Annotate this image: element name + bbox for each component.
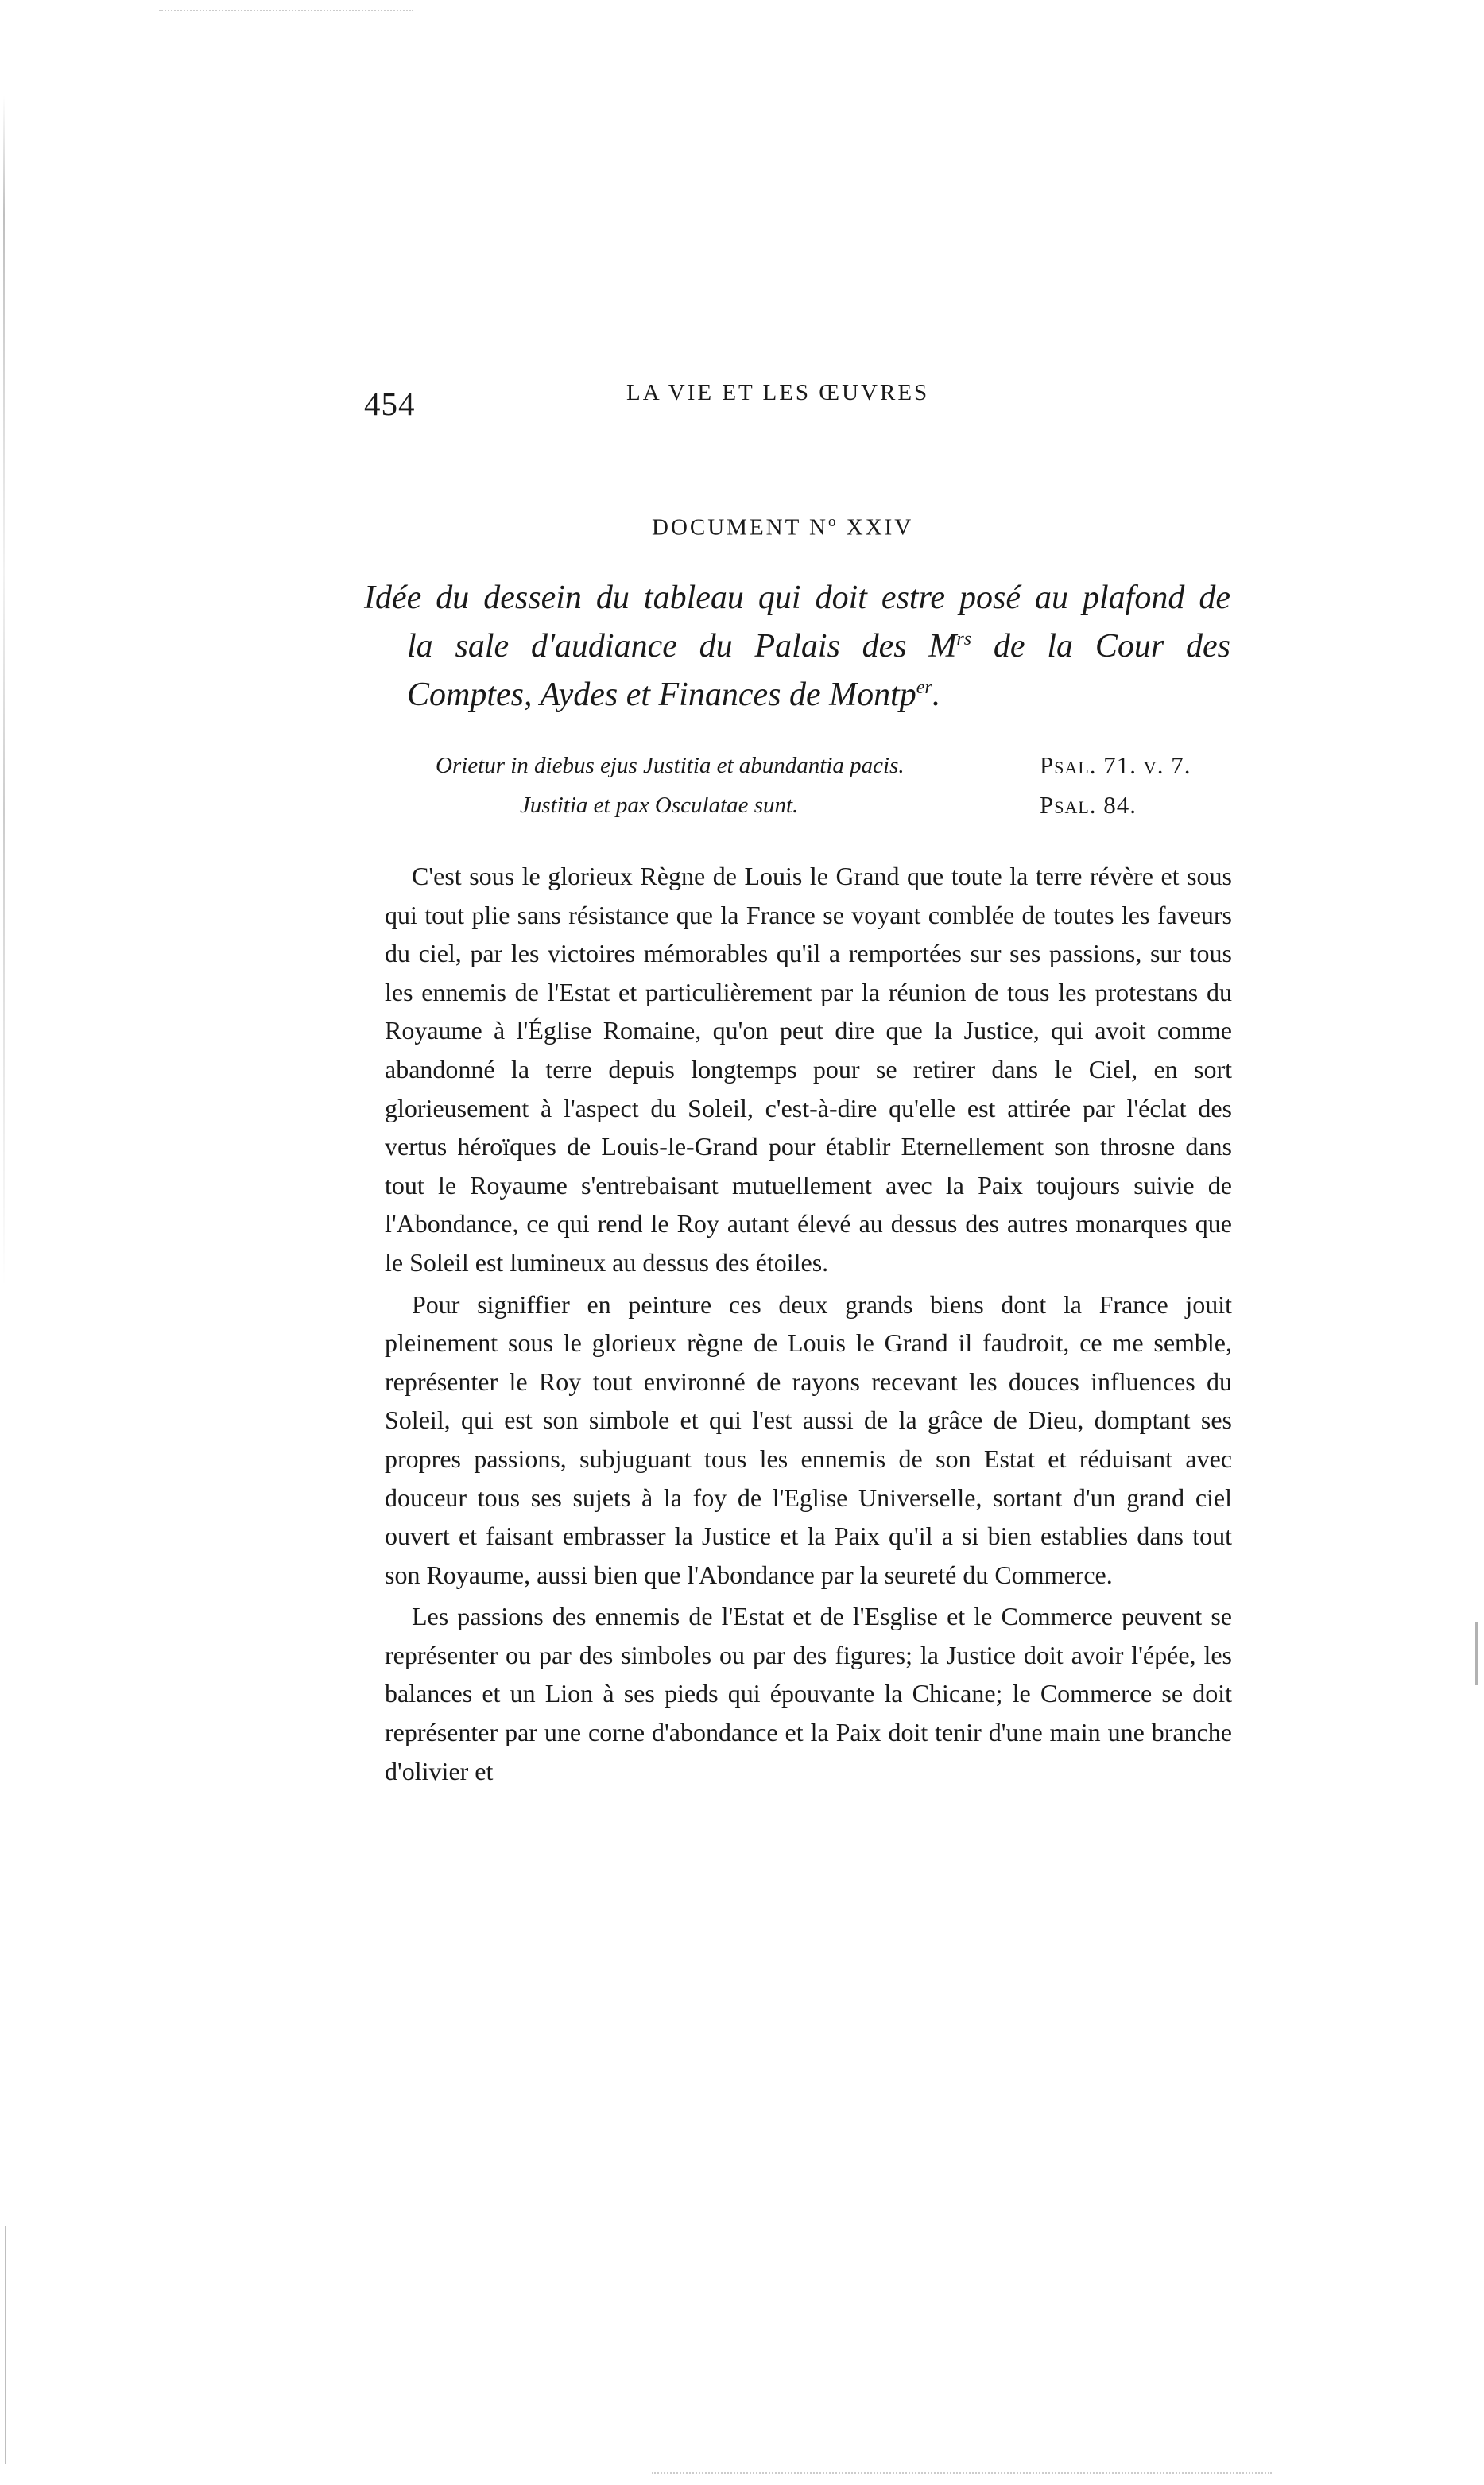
scan-noise bbox=[652, 2472, 1272, 2475]
document-heading-prefix: DOCUMENT N bbox=[652, 514, 828, 541]
paragraph: C'est sous le glorieux Règne de Louis le Grand que toute la terre révère et sous qui tout plie sans résistance que la France se voyant comblée de toutes les faveurs du ciel, par les victoires mémorables qu'il a remportées sur ses passions, sur tous les ennemis de l'Estat et particulièrement par la réunion de tous les protestans du Royaume à l'Église Romaine, qu'on peut dire que la Justice, qui avoit comme abandonné la terre depuis longtemps pour se retirer dans le Ciel, en sort glorieusement à l'aspect du Soleil, c'est-à-dire qu'elle est attirée par l'éclat des vertus héroïques de Louis-le-Grand pour établir Eternellement son throsne dans tout le Royaume s'entrebaisant mutuellement avec la Paix toujours suivie de l'Abondance, ce qui rend le Roy autant élevé au dessus des autres monarques que le Soleil est lumineux au dessus des étoiles. bbox=[385, 862, 1232, 1277]
epigraph-row bbox=[364, 785, 1230, 825]
epigraph-reference: Psal. 71. v. 7. bbox=[1040, 751, 1191, 779]
title-line-2-text-b: de la Cour des bbox=[971, 628, 1230, 665]
page-number: 454 bbox=[364, 386, 416, 422]
document-heading bbox=[652, 514, 913, 541]
scan-edge-artifact bbox=[1475, 1622, 1478, 1685]
epigraph-quote: Orietur in diebus ejus Justitia et abundantia pacis. bbox=[436, 753, 905, 778]
scan-edge-artifact bbox=[5, 2226, 6, 2464]
epigraph-quote: Justitia et pax Osculatae sunt. bbox=[520, 793, 799, 818]
document-heading-numeral: XXIV bbox=[838, 514, 914, 541]
running-title: LA VIE ET LES ŒUVRES bbox=[626, 380, 930, 405]
epigraph-row bbox=[364, 746, 1230, 785]
title-line-2-text-a: la sale d'audiance du Palais des M bbox=[407, 628, 957, 665]
title-line-3-text-a: Comptes, Aydes et Finances de Montp bbox=[407, 676, 916, 713]
running-head bbox=[364, 380, 1230, 428]
body-text bbox=[385, 857, 1232, 1793]
document-heading-sup: o bbox=[828, 514, 839, 530]
epigraph-reference: Psal. 84. bbox=[1040, 791, 1137, 819]
scan-noise bbox=[159, 10, 413, 13]
paragraph: Pour signiffier en peinture ces deux grands biens dont la France jouit pleinement sous le glorieux règne de Louis le Grand il faudroit, ce me semble, représenter le Roy tout environné de rayons recevant les douces influences du Soleil, qui est son simbole et qui l'est aussi de la grâce de Dieu, domptant ses propres passions, subjuguant tous les ennemis de son Estat et réduisant avec douceur tous ses sujets à la foy de l'Eglise Universelle, sortant d'un grand ciel ouvert et faisant embrasser la Justice et la Paix qu'il a si bien establies dans tout son Royaume, aussi bien que l'Abondance par la seureté du Commerce. bbox=[385, 1289, 1232, 1589]
title-line-2 bbox=[364, 622, 1230, 671]
title-line-3-text-b: . bbox=[932, 676, 941, 713]
title-line-3 bbox=[364, 671, 1230, 719]
scan-edge-artifact bbox=[3, 95, 5, 1288]
epigraph-block bbox=[364, 746, 1230, 825]
title-line-3-sup: er bbox=[916, 677, 932, 698]
title-line-1: Idée du dessein du tableau qui doit estre posé au plafond de bbox=[364, 580, 1230, 616]
paragraph: Les passions des ennemis de l'Estat et de l'Esglise et le Commerce peuvent se représenter ou par des simboles ou par des figures; la Justice doit avoir l'épée, les balances et un Lion à ses pieds qui épouvante la Chicane; le Commerce se doit représenter par une corne d'abondance et la Paix doit tenir d'une main une branche d'olivier et bbox=[385, 1602, 1232, 1785]
title-line-2-sup: rs bbox=[956, 629, 972, 649]
document-title bbox=[364, 574, 1230, 719]
